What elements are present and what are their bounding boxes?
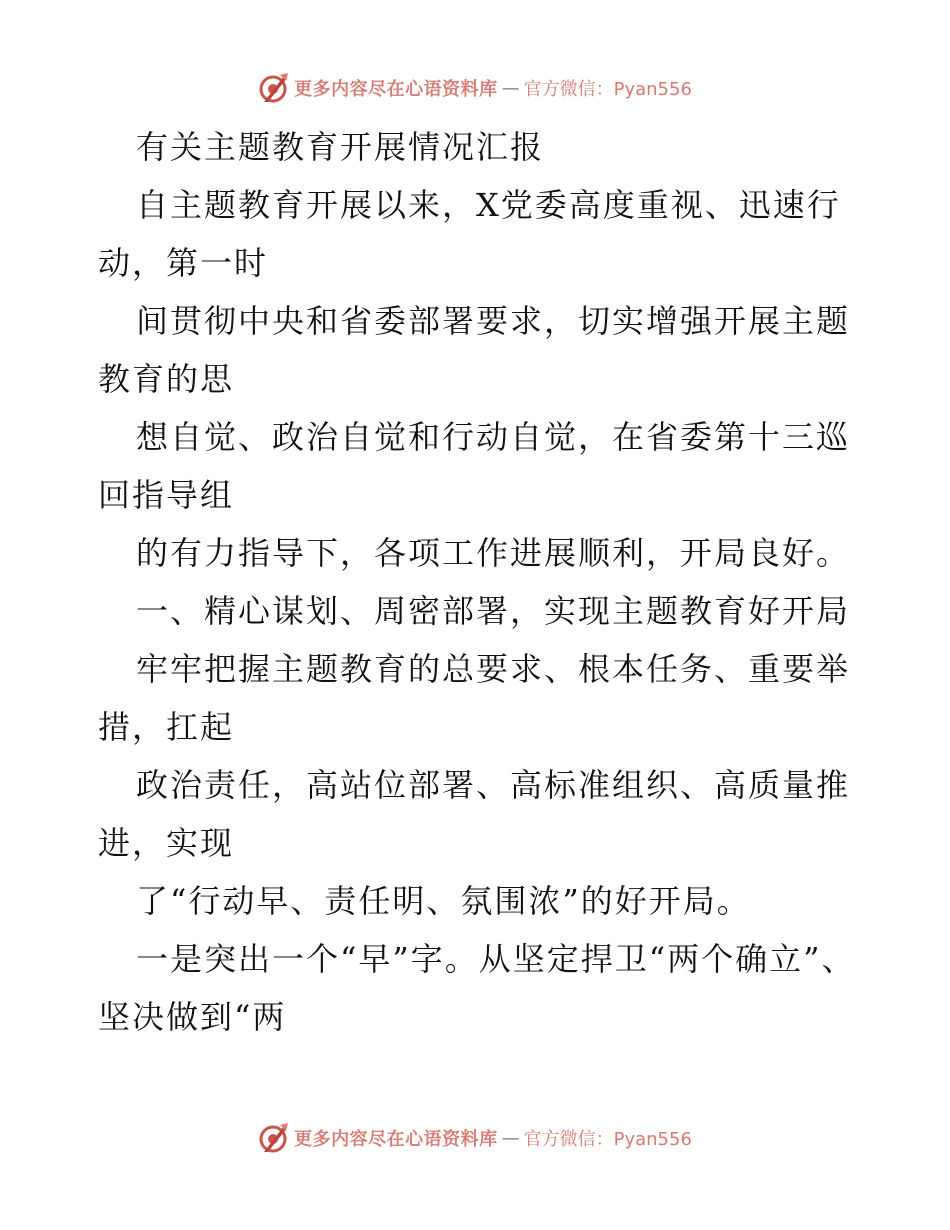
document-body [98, 118, 858, 1046]
paragraph-3: 想自觉、政治自觉和行动自觉，在省委第十三巡回指导组 [98, 418, 851, 514]
paragraph-8: 了“行动早、责任明、氛围浓”的好开局。 [136, 882, 751, 920]
quill-seal-icon [258, 72, 290, 104]
watermark-wechat-text: 官方微信：Pyan556 [523, 79, 692, 100]
watermark-site-text: 更多内容尽在心语资料库 [294, 1129, 498, 1150]
watermark-wechat-text: 官方微信：Pyan556 [523, 1129, 692, 1150]
paragraph-1: 自主题教育开展以来，X党委高度重视、迅速行动，第一时 [98, 186, 841, 282]
paragraph-6: 牢牢把握主题教育的总要求、根本任务、重要举措，扛起 [98, 650, 851, 746]
paragraph-2: 间贯彻中央和省委部署要求，切实增强开展主题教育的思 [98, 302, 851, 398]
paragraph-9: 一是突出一个“早”字。从坚定捍卫“两个确立”、坚决做到“两 [98, 940, 856, 1036]
quill-seal-icon [258, 1122, 290, 1154]
top-watermark-banner [0, 72, 950, 104]
bottom-watermark-banner [0, 1122, 950, 1154]
document-title: 有关主题教育开展情况汇报 [136, 128, 545, 166]
paragraph-4: 的有力指导下，各项工作进展顺利，开局良好。 [136, 534, 851, 572]
watermark-site-text: 更多内容尽在心语资料库 [294, 79, 498, 100]
watermark-dash: — [501, 1127, 520, 1149]
watermark-dash: — [501, 77, 520, 99]
paragraph-7: 政治责任，高站位部署、高标准组织、高质量推进，实现 [98, 766, 851, 862]
section-heading-1: 一、精心谋划、周密部署，实现主题教育好开局 [136, 592, 851, 630]
